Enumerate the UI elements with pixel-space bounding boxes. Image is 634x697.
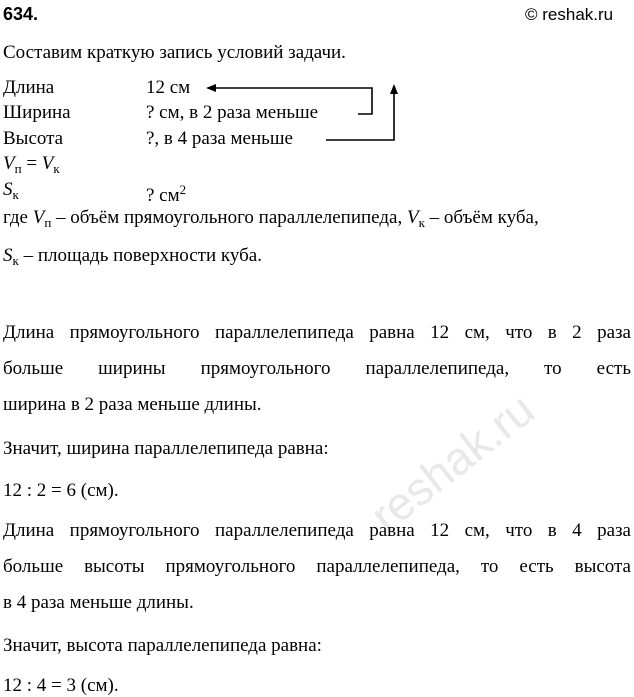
width-value: ? см, в 2 раза меньше [146,102,319,123]
volume-equals: = [21,153,42,174]
volume-v-symbol: V [3,153,15,174]
legend-v2-symbol: V [406,207,419,228]
length-value: 12 см [146,77,191,98]
legend-line-1 [3,207,539,234]
volume-sub-k: к [53,161,60,176]
legend-line2-end: – площадь поверхности куба. [18,245,262,266]
area-s-symbol: S [3,179,13,200]
length-label: Длина [3,77,55,98]
area-value-text: ? см [146,185,180,206]
calculation-1: 12 : 2 = 6 (см). [3,480,119,501]
paragraph-4: Значит, высота параллелепипеда равна: [3,635,322,656]
area-sup: 2 [179,182,187,197]
legend-mid: – объём прямоугольного параллелепипеда, [51,207,407,228]
legend-sub-p: п [44,215,52,230]
height-label: Высота [3,128,64,149]
paragraph-1-line-2 [3,358,631,380]
paragraph-2: Значит, ширина параллелепипеда равна: [3,438,329,459]
volume-v2-symbol: V [41,153,54,174]
legend-s-sub-k: к [12,253,19,268]
area-value [146,179,186,207]
volume-sub-p: п [14,161,22,176]
p3-line2-text: больше высоты прямоугольного параллелепипеда, то есть высота [3,556,631,577]
width-arrow-head [206,84,216,92]
area-sub-k: к [12,187,19,202]
calculation-2: 12 : 4 = 3 (см). [3,675,119,696]
height-to-length-arrow [326,92,394,140]
watermark: reshak.ru [360,382,544,542]
legend-line-2 [3,245,262,272]
volume-equation [3,153,60,180]
problem-number: 634. [3,4,39,24]
legend-s-symbol: S [3,245,13,266]
paragraph-1-line-3: ширина в 2 раза меньше длины. [3,394,262,415]
height-value: ?, в 4 раза меньше [146,128,293,149]
paragraph-3-line-2 [3,556,631,578]
intro-text: Составим краткую запись условий задачи. [3,42,346,63]
legend-v-symbol: V [32,207,45,228]
legend-end: – объём куба, [424,207,539,228]
paragraph-3-line-1 [3,520,631,542]
p1-line1-text: Длина прямоугольного параллелепипеда равна 12 см, что в 2 раза [3,322,631,343]
paragraph-3-line-3: в 4 раза меньше длины. [3,592,194,613]
area-label [3,179,19,206]
legend-sub-k: к [418,215,425,230]
p3-line1-text: Длина прямоугольного параллелепипеда равна 12 см, что в 4 раза [3,520,631,541]
paragraph-1-line-1 [3,322,631,344]
site-label: © reshak.ru [525,5,614,24]
p1-line2-text: больше ширины прямоугольного параллелепипеда, то есть [3,358,631,379]
width-label: Ширина [3,102,71,123]
legend-start: где [3,207,33,228]
height-arrow-head [390,84,398,94]
